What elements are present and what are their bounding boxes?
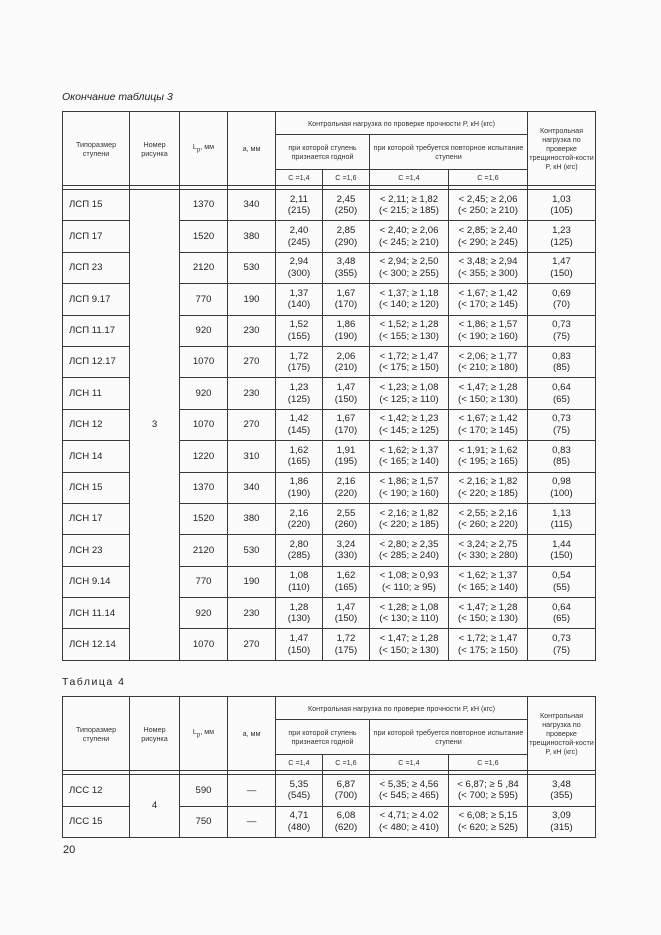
cell-a: 380 <box>228 221 276 252</box>
header-retest: при которой требуется повторное испытание ступени <box>370 720 528 755</box>
header-c16: C =1,6 <box>323 170 370 186</box>
cell-accepted-c14: 2,16 (220) <box>276 503 323 534</box>
cell-retest-c16: < 2,45; ≥ 2,06 (< 250; ≥ 210) <box>449 190 528 221</box>
cell-name: ЛСН 9.14 <box>63 566 130 597</box>
cell-a: 270 <box>228 346 276 377</box>
cell-a: 190 <box>228 284 276 315</box>
cell-lp: 750 <box>180 806 228 838</box>
header-lp-sub: p <box>196 147 201 154</box>
cell-figure-number: 3 <box>130 190 180 661</box>
cell-name: ЛСН 17 <box>63 503 130 534</box>
cell-accepted-c16: 1,67 (170) <box>323 284 370 315</box>
cell-crack-load: 1,47 (150) <box>528 252 596 283</box>
cell-lp: 1070 <box>180 409 228 440</box>
cell-accepted-c14: 4,71 (480) <box>276 806 323 838</box>
cell-crack-load: 0,83 (85) <box>528 441 596 472</box>
cell-name: ЛСН 23 <box>63 535 130 566</box>
cell-name: ЛСН 15 <box>63 472 130 503</box>
cell-name: ЛСН 14 <box>63 441 130 472</box>
cell-name: ЛСП 15 <box>63 190 130 221</box>
cell-accepted-c16: 1,47 (150) <box>323 378 370 409</box>
cell-retest-c14: < 1,42; ≥ 1,23 (< 145; ≥ 125) <box>370 409 449 440</box>
cell-accepted-c14: 1,08 (110) <box>276 566 323 597</box>
header-retest: при которой требуется повторное испытание ступени <box>370 135 528 170</box>
cell-a: 270 <box>228 409 276 440</box>
cell-name: ЛСП 17 <box>63 221 130 252</box>
cell-accepted-c16: 2,16 (220) <box>323 472 370 503</box>
cell-accepted-c16: 1,72 (175) <box>323 629 370 660</box>
cell-crack-load: 1,03 (105) <box>528 190 596 221</box>
cell-a: — <box>228 775 276 807</box>
cell-accepted-c16: 1,91 (195) <box>323 441 370 472</box>
table-row <box>63 190 596 221</box>
table3-header <box>63 112 596 190</box>
cell-crack-load: 0,83 (85) <box>528 346 596 377</box>
table-4 <box>62 696 596 838</box>
cell-name: ЛСП 9.17 <box>63 284 130 315</box>
cell-accepted-c16: 2,45 (250) <box>323 190 370 221</box>
table3-caption: Окончание таблицы 3 <box>62 91 173 103</box>
cell-a: 270 <box>228 629 276 660</box>
cell-retest-c16: < 6,08; ≥ 5,15 (< 620; ≥ 525) <box>449 806 528 838</box>
cell-name: ЛСС 12 <box>63 775 130 807</box>
cell-accepted-c14: 1,42 (145) <box>276 409 323 440</box>
table4-header <box>63 697 596 775</box>
cell-accepted-c14: 1,86 (190) <box>276 472 323 503</box>
cell-a: 230 <box>228 598 276 629</box>
header-type: Типоразмер ступени <box>63 697 130 771</box>
cell-retest-c16: < 1,67; ≥ 1,42 (< 170; ≥ 145) <box>449 284 528 315</box>
cell-crack-load: 3,48 (355) <box>528 775 596 807</box>
header-lp-sub: p <box>196 732 201 739</box>
header-c14: C =1,4 <box>276 170 323 186</box>
header-a: a, мм <box>228 112 276 186</box>
cell-a: 310 <box>228 441 276 472</box>
cell-crack-load: 0,54 (55) <box>528 566 596 597</box>
cell-a: 530 <box>228 252 276 283</box>
header-accepted: при которой ступень признается годной <box>276 720 370 755</box>
cell-crack-load: 3,09 (315) <box>528 806 596 838</box>
cell-accepted-c14: 1,52 (155) <box>276 315 323 346</box>
cell-retest-c16: < 2,16; ≥ 1,82 (< 220; ≥ 185) <box>449 472 528 503</box>
cell-retest-c16: < 1,91; ≥ 1,62 (< 195; ≥ 165) <box>449 441 528 472</box>
cell-a: 230 <box>228 378 276 409</box>
cell-name: ЛСН 12 <box>63 409 130 440</box>
cell-accepted-c14: 2,94 (300) <box>276 252 323 283</box>
cell-crack-load: 0,73 (75) <box>528 629 596 660</box>
cell-accepted-c16: 2,55 (260) <box>323 503 370 534</box>
cell-crack-load: 1,44 (150) <box>528 535 596 566</box>
cell-name: ЛСС 15 <box>63 806 130 838</box>
header-lp: $L_p$, мм <box>180 112 228 186</box>
cell-retest-c14: < 1,28; ≥ 1,08 (< 130; ≥ 110) <box>370 598 449 629</box>
cell-retest-c14: < 1,37; ≥ 1,18 (< 140; ≥ 120) <box>370 284 449 315</box>
cell-lp: 1370 <box>180 190 228 221</box>
cell-crack-load: 0,69 (70) <box>528 284 596 315</box>
cell-lp: 2120 <box>180 252 228 283</box>
cell-lp: 770 <box>180 284 228 315</box>
cell-retest-c14: < 2,80; ≥ 2,35 (< 285; ≥ 240) <box>370 535 449 566</box>
cell-accepted-c16: 1,67 (170) <box>323 409 370 440</box>
cell-a: 230 <box>228 315 276 346</box>
header-control-load: Контрольная нагрузка по проверке прочности P, кН (кгс) <box>276 697 528 720</box>
header-accepted: при которой ступень признается годной <box>276 135 370 170</box>
table3-body <box>63 190 596 661</box>
page-number: 20 <box>63 844 76 856</box>
cell-accepted-c16: 2,06 (210) <box>323 346 370 377</box>
cell-retest-c16: < 2,85; ≥ 2,40 (< 290; ≥ 245) <box>449 221 528 252</box>
table-row <box>63 775 596 807</box>
cell-accepted-c14: 1,28 (130) <box>276 598 323 629</box>
cell-retest-c16: < 1,67; ≥ 1,42 (< 170; ≥ 145) <box>449 409 528 440</box>
cell-retest-c14: < 2,40; ≥ 2,06 (< 245; ≥ 210) <box>370 221 449 252</box>
cell-retest-c14: < 2,16; ≥ 1,82 (< 220; ≥ 185) <box>370 503 449 534</box>
header-type: Типоразмер ступени <box>63 112 130 186</box>
cell-accepted-c14: 2,40 (245) <box>276 221 323 252</box>
cell-accepted-c16: 3,48 (355) <box>323 252 370 283</box>
cell-lp: 920 <box>180 315 228 346</box>
cell-name: ЛСП 11.17 <box>63 315 130 346</box>
cell-retest-c14: < 4,71; ≥ 4.02 (< 480; ≥ 410) <box>370 806 449 838</box>
cell-retest-c14: < 1,23; ≥ 1,08 (< 125; ≥ 110) <box>370 378 449 409</box>
cell-accepted-c16: 6,87 (700) <box>323 775 370 807</box>
cell-accepted-c16: 1,62 (165) <box>323 566 370 597</box>
header-c14: C =1,4 <box>276 755 323 771</box>
cell-crack-load: 0,73 (75) <box>528 409 596 440</box>
header-figure: Номер рисунка <box>130 112 180 186</box>
cell-accepted-c14: 1,72 (175) <box>276 346 323 377</box>
cell-crack-load: 0,98 (100) <box>528 472 596 503</box>
table4-caption: Таблица 4 <box>62 676 126 688</box>
cell-retest-c14: < 2,94; ≥ 2,50 (< 300; ≥ 255) <box>370 252 449 283</box>
header-a: a, мм <box>228 697 276 771</box>
cell-retest-c16: < 1,72; ≥ 1,47 (< 175; ≥ 150) <box>449 629 528 660</box>
cell-accepted-c14: 1,37 (140) <box>276 284 323 315</box>
cell-accepted-c16: 1,47 (150) <box>323 598 370 629</box>
cell-retest-c16: < 1,47; ≥ 1,28 (< 150; ≥ 130) <box>449 598 528 629</box>
cell-retest-c16: < 6,87; ≥ 5 ,84 (< 700; ≥ 595) <box>449 775 528 807</box>
cell-accepted-c14: 5,35 (545) <box>276 775 323 807</box>
cell-crack-load: 0,73 (75) <box>528 315 596 346</box>
header-lp: $L_p$, мм <box>180 697 228 771</box>
cell-name: ЛСН 11 <box>63 378 130 409</box>
cell-lp: 1220 <box>180 441 228 472</box>
cell-lp: 1070 <box>180 346 228 377</box>
cell-lp: 770 <box>180 566 228 597</box>
cell-crack-load: 0,64 (65) <box>528 378 596 409</box>
cell-retest-c14: < 1,52; ≥ 1,28 (< 155; ≥ 130) <box>370 315 449 346</box>
cell-name: ЛСН 12.14 <box>63 629 130 660</box>
cell-name: ЛСП 12.17 <box>63 346 130 377</box>
cell-lp: 1520 <box>180 221 228 252</box>
cell-name: ЛСН 11.14 <box>63 598 130 629</box>
cell-retest-c16: < 2,55; ≥ 2,16 (< 260; ≥ 220) <box>449 503 528 534</box>
cell-accepted-c14: 1,47 (150) <box>276 629 323 660</box>
cell-lp: 920 <box>180 378 228 409</box>
cell-a: 530 <box>228 535 276 566</box>
header-c14: C =1,4 <box>370 755 449 771</box>
header-crack-load: Контрольная нагрузка по проверке трещиностой-кости P, кН (кгс) <box>528 697 596 771</box>
header-c16: C =1,6 <box>323 755 370 771</box>
cell-accepted-c16: 3,24 (330) <box>323 535 370 566</box>
cell-crack-load: 1,13 (115) <box>528 503 596 534</box>
cell-retest-c16: < 3,48; ≥ 2,94 (< 355; ≥ 300) <box>449 252 528 283</box>
cell-accepted-c14: 1,23 (125) <box>276 378 323 409</box>
cell-retest-c16: < 1,86; ≥ 1,57 (< 190; ≥ 160) <box>449 315 528 346</box>
header-c16: C =1,6 <box>449 755 528 771</box>
cell-retest-c14: < 5,35; ≥ 4,56 (< 545; ≥ 465) <box>370 775 449 807</box>
cell-a: 380 <box>228 503 276 534</box>
cell-retest-c14: < 1,86; ≥ 1,57 (< 190; ≥ 160) <box>370 472 449 503</box>
cell-lp: 2120 <box>180 535 228 566</box>
cell-accepted-c16: 6,08 (620) <box>323 806 370 838</box>
cell-accepted-c14: 2,11 (215) <box>276 190 323 221</box>
cell-retest-c14: < 1,08; ≥ 0,93 (< 110; ≥ 95) <box>370 566 449 597</box>
cell-retest-c16: < 1,62; ≥ 1,37 (< 165; ≥ 140) <box>449 566 528 597</box>
cell-crack-load: 0,64 (65) <box>528 598 596 629</box>
cell-a: 340 <box>228 190 276 221</box>
cell-retest-c14: < 1,62; ≥ 1,37 (< 165; ≥ 140) <box>370 441 449 472</box>
cell-accepted-c14: 2,80 (285) <box>276 535 323 566</box>
cell-a: — <box>228 806 276 838</box>
cell-retest-c14: < 1,72; ≥ 1,47 (< 175; ≥ 150) <box>370 346 449 377</box>
cell-retest-c16: < 3,24; ≥ 2,75 (< 330; ≥ 280) <box>449 535 528 566</box>
cell-crack-load: 1,23 (125) <box>528 221 596 252</box>
cell-lp: 1520 <box>180 503 228 534</box>
cell-lp: 920 <box>180 598 228 629</box>
table4-body <box>63 775 596 838</box>
cell-retest-c16: < 1,47; ≥ 1,28 (< 150; ≥ 130) <box>449 378 528 409</box>
cell-retest-c14: < 2,11; ≥ 1,82 (< 215; ≥ 185) <box>370 190 449 221</box>
cell-lp: 590 <box>180 775 228 807</box>
header-c16: C =1,6 <box>449 170 528 186</box>
cell-retest-c14: < 1,47; ≥ 1,28 (< 150; ≥ 130) <box>370 629 449 660</box>
cell-lp: 1070 <box>180 629 228 660</box>
cell-a: 340 <box>228 472 276 503</box>
cell-accepted-c16: 1,86 (190) <box>323 315 370 346</box>
cell-accepted-c14: 1,62 (165) <box>276 441 323 472</box>
cell-accepted-c16: 2,85 (290) <box>323 221 370 252</box>
header-c14: C =1,4 <box>370 170 449 186</box>
cell-lp: 1370 <box>180 472 228 503</box>
header-control-load: Контрольная нагрузка по проверке прочности P, кН (кгс) <box>276 112 528 135</box>
header-figure: Номер рисунка <box>130 697 180 771</box>
table-3 <box>62 111 596 661</box>
header-crack-load: Контрольная нагрузка по проверке трещиностой-кости P, кН (кгс) <box>528 112 596 186</box>
cell-figure-number: 4 <box>130 775 180 838</box>
cell-retest-c16: < 2,06; ≥ 1,77 (< 210; ≥ 180) <box>449 346 528 377</box>
cell-name: ЛСП 23 <box>63 252 130 283</box>
cell-a: 190 <box>228 566 276 597</box>
